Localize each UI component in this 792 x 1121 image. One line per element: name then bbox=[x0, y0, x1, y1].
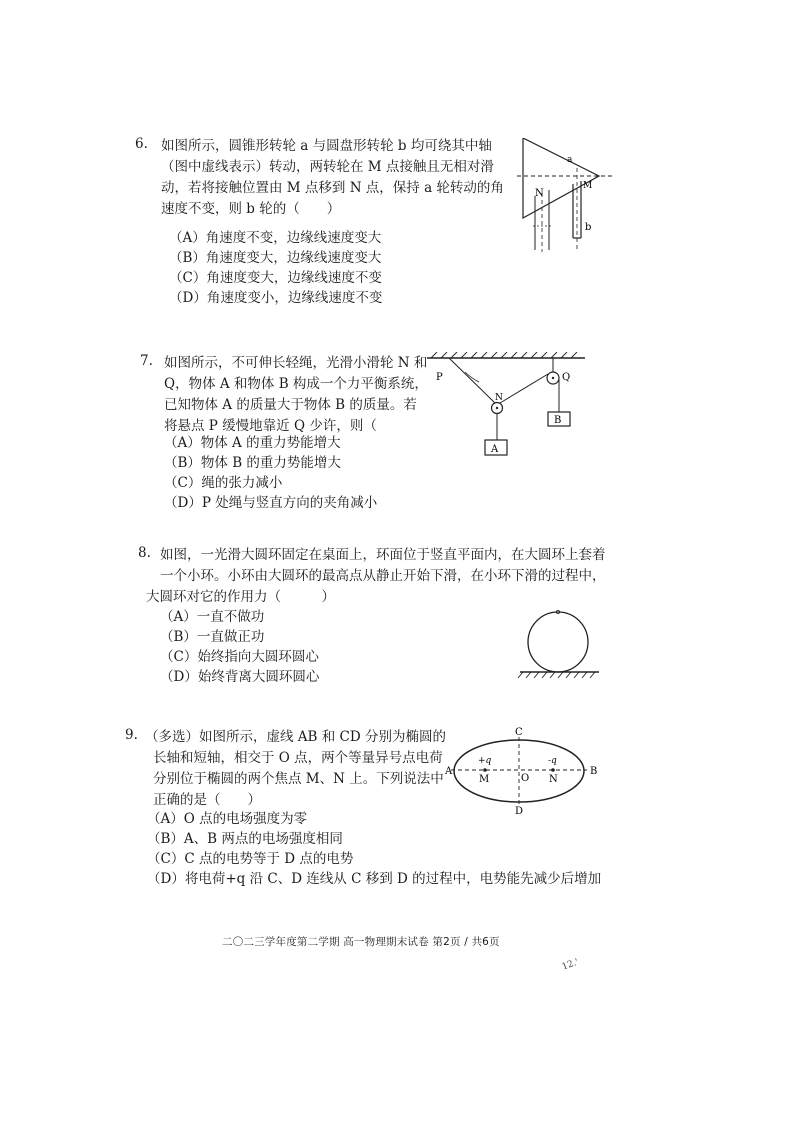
label-m: M bbox=[583, 181, 593, 191]
label-plus-q: +q bbox=[478, 756, 492, 766]
figure-q7-pulley-system bbox=[425, 352, 590, 462]
label-block-b: B bbox=[554, 415, 562, 426]
question-text-line: Q，物体 A 和物体 B 构成一个力平衡系统， bbox=[164, 376, 428, 392]
label-o: O bbox=[521, 773, 530, 784]
label-b: b bbox=[585, 222, 592, 233]
question-text-line: 已知物体 A 的质量大于物体 B 的质量。若 bbox=[164, 397, 417, 413]
question-number: 8. bbox=[138, 545, 151, 561]
label-minus-q: -q bbox=[548, 756, 557, 766]
label-q: Q bbox=[562, 372, 571, 383]
question-text-line: 将悬点 P 缓慢地靠近 Q 少许，则（ bbox=[164, 418, 377, 434]
option-c: （C）绳的张力减小 bbox=[164, 475, 283, 491]
label-a: A bbox=[445, 766, 453, 777]
option-a: （A）物体 A 的重力势能增大 bbox=[164, 435, 341, 451]
option-c: （C）角速度变大，边缘线速度不变 bbox=[169, 270, 382, 286]
question-text-line: 一个小环。小环由大圆环的最高点从静止开始下滑，在小环下滑的过程中， bbox=[160, 568, 606, 584]
question-text-line: 分别位于椭圆的两个焦点 M、N 上。下列说法中 bbox=[153, 771, 444, 787]
question-text-line: 如图所示，圆锥形转轮 a 与圆盘形转轮 b 均可绕其中轴 bbox=[161, 138, 492, 154]
option-a: （A）角速度不变，边缘线速度变大 bbox=[169, 230, 382, 246]
question-text-line: 如图，一光滑大圆环固定在桌面上，环面位于竖直平面内，在大圆环上套着 bbox=[160, 547, 606, 563]
option-d: （D）将电荷+q 沿 C、D 连线从 C 移到 D 的过程中，电势能先减少后增加 bbox=[147, 871, 602, 887]
option-b: （B）一直做正功 bbox=[160, 629, 265, 645]
label-d: D bbox=[515, 806, 524, 817]
page-footer: 二〇二三学年度第二学期 高一物理期末试卷 第2页 / 共6页 bbox=[222, 936, 500, 948]
question-text-line: 动，若将接触位置由 M 点移到 N 点，保持 a 轮转动的角 bbox=[161, 180, 504, 196]
label-m: M bbox=[479, 774, 490, 785]
question-number: 6. bbox=[135, 136, 148, 152]
question-text-line: （图中虚线表示）转动，两转轮在 M 点接触且无相对滑 bbox=[161, 159, 494, 175]
option-a: （A）O 点的电场强度为零 bbox=[147, 811, 308, 827]
label-b: B bbox=[590, 766, 598, 777]
label-n: N bbox=[535, 188, 544, 199]
question-number: 9. bbox=[125, 727, 138, 743]
figure-q8-ring bbox=[515, 608, 605, 680]
figure-q6-cone-disk bbox=[515, 138, 615, 258]
question-text-line: 大圆环对它的作用力（ ） bbox=[146, 589, 335, 605]
question-text-line: 如图所示，不可伸长轻绳，光滑小滑轮 N 和 bbox=[164, 355, 428, 371]
option-b: （B）物体 B 的重力势能增大 bbox=[164, 455, 341, 471]
option-b: （B）角速度变大，边缘线速度变大 bbox=[169, 250, 382, 266]
question-text-line: （多选）如图所示，虚线 AB 和 CD 分别为椭圆的 bbox=[145, 729, 446, 745]
label-block-a: A bbox=[491, 444, 499, 455]
label-p: P bbox=[436, 372, 443, 383]
label-n: N bbox=[495, 393, 503, 403]
option-c: （C）C 点的电势等于 D 点的电势 bbox=[147, 851, 354, 867]
label-n: N bbox=[549, 774, 558, 785]
option-c: （C）始终指向大圆环圆心 bbox=[160, 649, 319, 665]
corner-mark: 12.' bbox=[560, 957, 581, 973]
option-a: （A）一直不做功 bbox=[160, 609, 265, 625]
label-a: a bbox=[567, 155, 573, 165]
label-c: C bbox=[515, 727, 523, 738]
question-text-line: 正确的是（ ） bbox=[153, 792, 261, 808]
option-b: （B）A、B 两点的电场强度相同 bbox=[147, 831, 343, 847]
question-text-line: 长轴和短轴，相交于 O 点，两个等量异号点电荷 bbox=[153, 750, 443, 766]
option-d: （D）角速度变小，边缘线速度不变 bbox=[169, 290, 383, 306]
question-text-line: 速度不变，则 b 轮的（ ） bbox=[161, 201, 341, 217]
option-d: （D）P 处绳与竖直方向的夹角减小 bbox=[164, 495, 378, 511]
figure-q9-ellipse bbox=[445, 725, 605, 817]
question-number: 7. bbox=[140, 353, 153, 369]
option-d: （D）始终背离大圆环圆心 bbox=[160, 669, 320, 685]
